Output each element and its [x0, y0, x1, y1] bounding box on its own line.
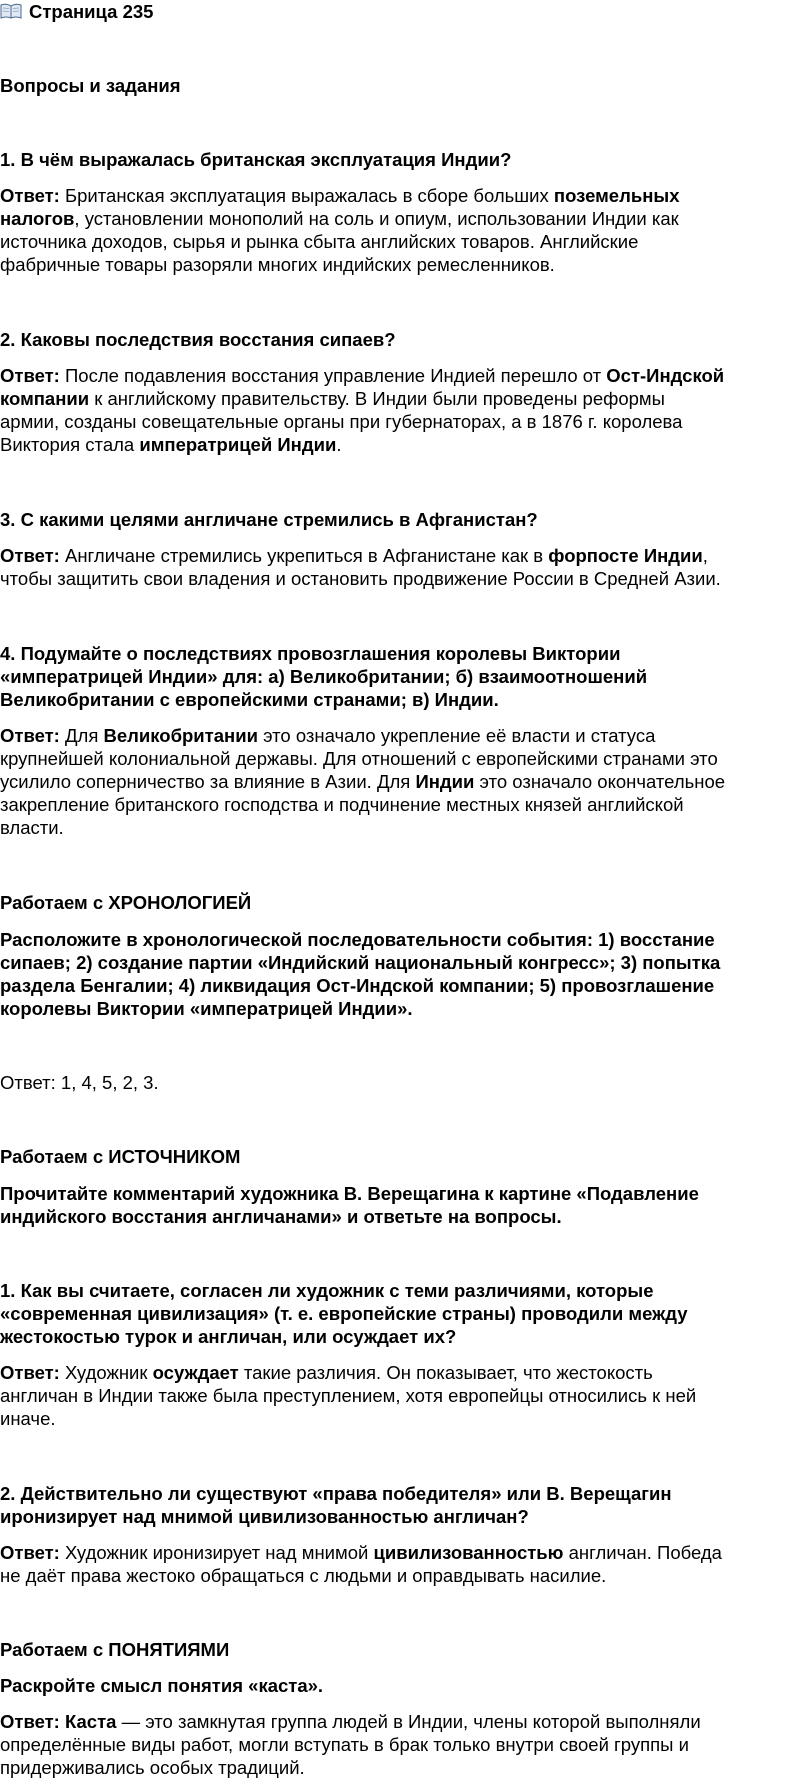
- answer-3-line-1: [0, 544, 708, 567]
- answer-emphasis: Индии: [415, 771, 475, 792]
- page-title-text: Страница 235: [29, 1, 154, 22]
- answer-label: Ответ:: [0, 545, 60, 566]
- concepts-answer-line-2: определённые виды работ, могли вступать в брак только внутри своей группы и: [0, 1734, 689, 1755]
- answer-text: англичан. Победа: [563, 1542, 722, 1563]
- answer-emphasis: компании: [0, 388, 90, 409]
- answer-text: такие различия. Он показывает, что жестокость: [238, 1362, 653, 1383]
- answer-2-line-3: армии, созданы совещательные органы при губернаторах, а в 1876 г. королева: [0, 411, 683, 432]
- source-question-1-line-3: жестокостью турок и англичан, или осуждает их?: [0, 1326, 457, 1347]
- answer-label: Ответ:: [0, 185, 60, 206]
- question-4-line-3: Великобритании с европейскими странами; в) Индии.: [0, 689, 499, 710]
- source-question-1-line-1: 1. Как вы считаете, согласен ли художник с теми различиями, которые: [0, 1280, 654, 1301]
- page-title: [0, 0, 153, 23]
- section-heading-concepts: Работаем с ПОНЯТИЯМИ: [0, 1639, 230, 1660]
- source-answer-2-line-2: не даёт права жестоко обращаться с людьми и оправдывать насилие.: [0, 1565, 607, 1586]
- answer-emphasis: Каста: [59, 1711, 117, 1732]
- answer-text: .: [336, 434, 342, 455]
- answer-1-line-4: фабричные товары разоряли многих индийских ремесленников.: [0, 254, 555, 275]
- source-task-line-1: Прочитайте комментарий художника В. Верещагина к картине «Подавление: [0, 1183, 699, 1204]
- answer-text: это означало укрепление её власти и статуса: [257, 725, 656, 746]
- chronology-task-line-1: Расположите в хронологической последовательности события: 1) восстание: [0, 929, 715, 950]
- answer-text: После подавления восстания управление Индией перешло от: [59, 365, 607, 386]
- section-heading-questions: Вопросы и задания: [0, 75, 181, 96]
- answer-emphasis: Великобритании: [103, 725, 258, 746]
- source-question-2-line-1: 2. Действительно ли существуют «права победителя» или В. Верещагин: [0, 1483, 672, 1504]
- answer-2-line-4: [0, 433, 341, 456]
- answer-text: — это замкнутая группа людей в Индии, члены которой выполняли: [116, 1711, 701, 1732]
- source-answer-1-line-2: англичан в Индии также была преступлением, хотя европейцы относились к ней: [0, 1385, 697, 1406]
- answer-emphasis: налогов: [0, 208, 75, 229]
- question-3: 3. С какими целями англичане стремились в Афганистан?: [0, 509, 538, 530]
- concepts-task: Раскройте смысл понятия «каста».: [0, 1675, 324, 1696]
- source-question-1-line-2: «современная цивилизация» (т. е. европейские страны) проводили между: [0, 1303, 688, 1324]
- answer-text: Британская эксплуатация выражалась в сборе больших: [59, 185, 554, 206]
- answer-2-line-2: [0, 387, 665, 410]
- answer-text: Для: [59, 725, 104, 746]
- answer-emphasis: Ост-Индской: [606, 365, 725, 386]
- answer-label: Ответ:: [0, 1362, 60, 1383]
- answer-text: Художник иронизирует над мнимой: [59, 1542, 374, 1563]
- answer-label: Ответ:: [0, 1711, 60, 1732]
- source-question-2-line-2: иронизирует над мнимой цивилизованностью англичан?: [0, 1506, 529, 1527]
- concepts-answer-line-1: [0, 1710, 701, 1733]
- answer-4-line-4: закрепление британского господства и подчинение местных князей английской: [0, 794, 684, 815]
- answer-emphasis: императрицей Индии: [139, 434, 337, 455]
- answer-4-line-1: [0, 724, 655, 747]
- answer-text: к английскому правительству. В Индии были проведены реформы: [89, 388, 665, 409]
- source-answer-2-line-1: [0, 1541, 722, 1564]
- source-answer-1-line-1: [0, 1361, 653, 1384]
- chronology-task-line-3: раздела Бенгалии; 4) ликвидация Ост-Индской компании; 5) провозглашение: [0, 975, 715, 996]
- section-heading-chronology: Работаем с ХРОНОЛОГИЕЙ: [0, 892, 252, 913]
- answer-label: Ответ:: [0, 1542, 60, 1563]
- answer-1-line-1: [0, 184, 679, 207]
- answer-3-line-2: чтобы защитить свои владения и остановить продвижение России в Средней Азии.: [0, 568, 721, 589]
- answer-4-line-5: власти.: [0, 817, 64, 838]
- chronology-task-line-2: сипаев; 2) создание партии «Индийский национальный конгресс»; 3) попытка: [0, 952, 721, 973]
- section-heading-source: Работаем с ИСТОЧНИКОМ: [0, 1146, 241, 1167]
- concepts-answer-line-3: придерживались особых традиций.: [0, 1757, 305, 1778]
- source-answer-1-line-3: иначе.: [0, 1408, 56, 1429]
- answer-1-line-3: источника доходов, сырья и рынка сбыта английских товаров. Английские: [0, 231, 639, 252]
- answer-text: , установлении монополий на соль и опиум, использовании Индии как: [74, 208, 679, 229]
- answer-1-line-2: [0, 207, 679, 230]
- answer-label: Ответ:: [0, 365, 60, 386]
- answer-label: Ответ:: [0, 725, 60, 746]
- answer-text: это означало окончательное: [474, 771, 726, 792]
- question-4-line-2: «императрицей Индии» для: а) Великобритании; б) взаимоотношений: [0, 666, 648, 687]
- answer-text: ,: [702, 545, 708, 566]
- answer-emphasis: форпосте Индии: [548, 545, 703, 566]
- open-book-icon: [0, 3, 22, 19]
- answer-emphasis: цивилизованностью: [373, 1542, 564, 1563]
- answer-emphasis: поземельных: [553, 185, 680, 206]
- chronology-task-line-4: королевы Виктории «императрицей Индии».: [0, 998, 413, 1019]
- answer-text: Англичане стремились укрепиться в Афганистане как в: [59, 545, 549, 566]
- chronology-answer: Ответ: 1, 4, 5, 2, 3.: [0, 1072, 159, 1093]
- question-2: 2. Каковы последствия восстания сипаев?: [0, 329, 396, 350]
- answer-emphasis: осуждает: [152, 1362, 239, 1383]
- source-task-line-2: индийского восстания англичанами» и ответьте на вопросы.: [0, 1206, 562, 1227]
- question-1: 1. В чём выражалась британская эксплуатация Индии?: [0, 149, 512, 170]
- question-4-line-1: 4. Подумайте о последствиях провозглашения королевы Виктории: [0, 643, 621, 664]
- answer-4-line-3: [0, 770, 725, 793]
- answer-4-line-2: крупнейшей колониальной державы. Для отношений с европейскими странами это: [0, 748, 718, 769]
- answer-text: усилило соперничество за влияние в Азии. Для: [0, 771, 416, 792]
- answer-2-line-1: [0, 364, 724, 387]
- answer-text: Виктория стала: [0, 434, 140, 455]
- answer-text: Художник: [59, 1362, 153, 1383]
